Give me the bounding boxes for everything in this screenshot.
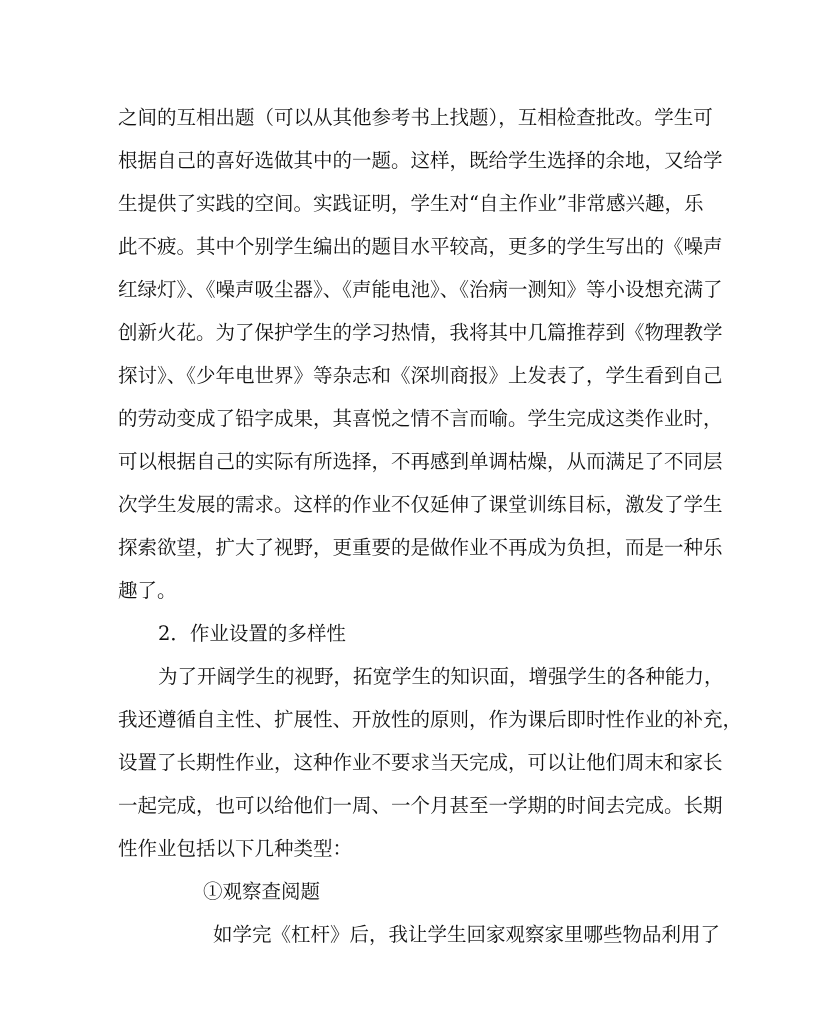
paragraph-line: 探讨》、《少年电世界》等杂志和《深圳商报》上发表了，学生看到自己 [118,364,723,387]
paragraph-line: 的劳动变成了铅字成果，其喜悦之情不言而喻。学生完成这类作业时， [118,407,723,430]
paragraph-line: 性作业包括以下几种类型： [118,837,353,860]
section-heading: 2．作业设置的多样性 [158,622,346,645]
paragraph-line: 我还遵循自主性、扩展性、开放性的原则，作为课后即时性作业的补充， [118,708,743,731]
paragraph-line: 生提供了实践的空间。实践证明，学生对“自主作业”非常感兴趣，乐 [118,192,704,215]
paragraph-line: 创新火花。为了保护学生的学习热情，我将其中几篇推荐到《物理教学 [118,321,723,344]
paragraph-line: 趣了。 [118,579,177,602]
paragraph-line: 设置了长期性作业，这种作业不要求当天完成，可以让他们周末和家长 [118,751,723,774]
subsection-heading: ①观察查阅题 [203,880,321,903]
paragraph-line: 如学完《杠杆》后，我让学生回家观察家里哪些物品利用了 [213,923,721,946]
paragraph-line: 可以根据自己的实际有所选择，不再感到单调枯燥，从而满足了不同层 [118,450,723,473]
paragraph-line: 此不疲。其中个别学生编出的题目水平较高，更多的学生写出的《噪声 [118,235,723,258]
paragraph-line: 次学生发展的需求。这样的作业不仅延伸了课堂训练目标，激发了学生 [118,493,723,516]
paragraph-line: 探索欲望，扩大了视野，更重要的是做作业不再成为负担，而是一种乐 [118,536,723,559]
paragraph-line: 红绿灯》、《噪声吸尘器》、《声能电池》、《治病一测知》等小设想充满了 [118,278,723,301]
paragraph-line: 根据自己的喜好选做其中的一题。这样，既给学生选择的余地，又给学 [118,149,723,172]
paragraph-line: 为了开阔学生的视野，拓宽学生的知识面，增强学生的各种能力， [158,665,724,688]
paragraph-line: 之间的互相出题（可以从其他参考书上找题），互相检查批改。学生可 [118,106,713,129]
paragraph-line: 一起完成，也可以给他们一周、一个月甚至一学期的时间去完成。长期 [118,794,723,817]
